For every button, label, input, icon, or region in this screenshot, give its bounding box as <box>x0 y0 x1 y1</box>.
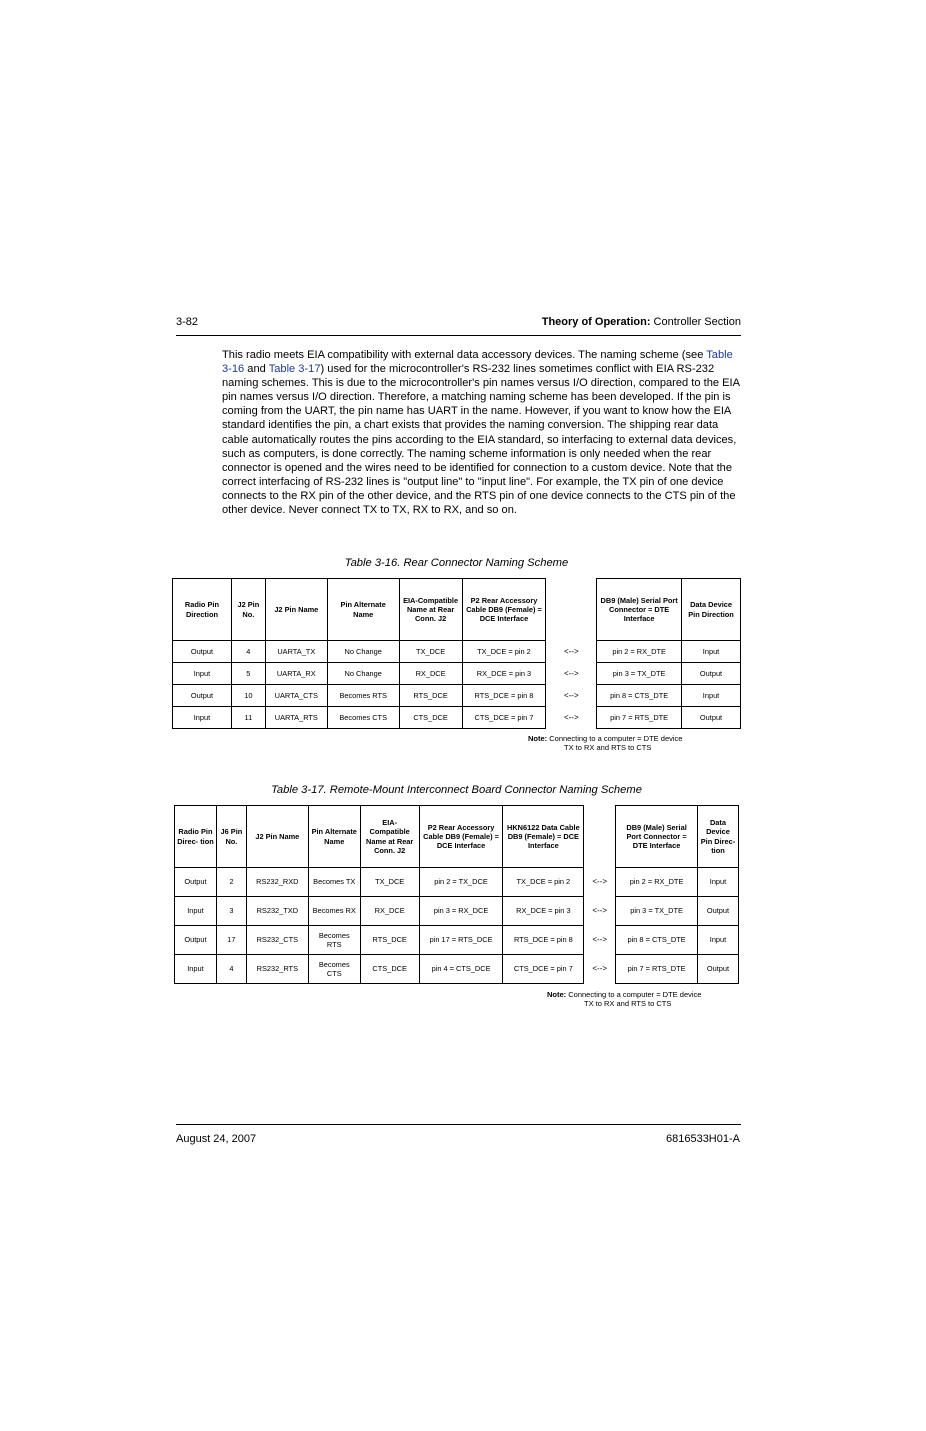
table-cell: pin 7 = RTS_DTE <box>597 707 682 729</box>
table-cell: RX_DCE <box>360 897 419 926</box>
table-header: HKN6122 Data Cable DB9 (Female) = DCE Interface <box>503 806 584 868</box>
table-header: Radio Pin Direction <box>173 579 232 641</box>
connection-arrow: <--> <box>546 685 597 707</box>
note-text: Connecting to a computer = DTE device <box>547 734 683 743</box>
table-cell: TX_DCE = pin 2 <box>503 868 584 897</box>
section-title-bold: Theory of Operation: <box>541 316 651 328</box>
connection-arrow: <--> <box>546 641 597 663</box>
table-cell: TX_DCE <box>399 641 462 663</box>
table-cell: Input <box>682 641 741 663</box>
table-cell: 2 <box>216 868 246 897</box>
table-cell: UARTA_RTS <box>265 707 327 729</box>
table-cell: Output <box>175 926 217 955</box>
table-cell: 11 <box>231 707 265 729</box>
table-cell: No Change <box>327 641 399 663</box>
table-cell: RS232_RTS <box>246 955 308 984</box>
table-cell: 3 <box>216 897 246 926</box>
table-header: J2 Pin No. <box>231 579 265 641</box>
table-cell: CTS_DCE <box>360 955 419 984</box>
table-cell: Becomes RTS <box>308 926 360 955</box>
table-cell: 17 <box>216 926 246 955</box>
table-cell: CTS_DCE <box>399 707 462 729</box>
connection-arrow: <--> <box>584 868 616 897</box>
note-label: Note: <box>528 734 548 743</box>
table-cell: TX_DCE <box>360 868 419 897</box>
table-cell: Output <box>175 868 217 897</box>
table-cell: Input <box>175 897 217 926</box>
table-3-17 <box>174 805 739 984</box>
footer-rule <box>176 1124 741 1125</box>
body-text-c: ) used for the microcontroller's RS-232 lines sometimes conflict with EIA RS-232 naming schemes. This is due to the microcontroller's pin names versus I/O direction, compared to the EIA pin names versus I/O direction. Therefore, a matching naming scheme has been developed. If the pin is coming from the UART, the pin name has UART in the name. However, if you want to know how the EIA standard identifies the pin, a chart exists that provides the naming conversion. The shipping rear data cable automatically routes the pins according to the EIA standard, so interfacing to external data devices, such as computers, is done correctly. The naming scheme information is only needed when the rear connector is opened and the wires need to be identified for connection to a custom device. Note that the correct interfacing of RS-232 lines is "output line" to "input line". For example, the TX pin of one device connects to the RX pin of the other device, and the RTS pin of one device connects to the CTS pin of the other device. Never connect TX to TX, RX to RX, and so on. <box>222 363 740 517</box>
table-header-gap <box>584 806 616 868</box>
table-cell: pin 3 = TX_DTE <box>597 663 682 685</box>
table-cell: 5 <box>231 663 265 685</box>
table-cell: UARTA_TX <box>265 641 327 663</box>
table-row <box>173 707 741 729</box>
table-cell: pin 8 = CTS_DTE <box>597 685 682 707</box>
table-cell: 4 <box>216 955 246 984</box>
table-cell: RX_DCE <box>399 663 462 685</box>
table-cell: No Change <box>327 663 399 685</box>
section-title-rest: Controller Section <box>650 316 741 328</box>
table-cell: Input <box>173 707 232 729</box>
page-header <box>176 316 741 334</box>
table-cell: pin 4 = CTS_DCE <box>419 955 503 984</box>
note-text: Connecting to a computer = DTE device <box>566 990 702 999</box>
table-cell: UARTA_RX <box>265 663 327 685</box>
table-header-gap <box>546 579 597 641</box>
footer-doc-number: 6816533H01-A <box>665 1133 740 1145</box>
table-cell: CTS_DCE = pin 7 <box>503 955 584 984</box>
table-cell: pin 3 = RX_DCE <box>419 897 503 926</box>
table-cell: Becomes TX <box>308 868 360 897</box>
connection-arrow: <--> <box>546 707 597 729</box>
table-3-17-caption: Table 3-17. Remote-Mount Interconnect Board Connector Naming Scheme <box>271 784 642 796</box>
table-header: J6 Pin No. <box>216 806 246 868</box>
table-cell: pin 7 = RTS_DTE <box>616 955 698 984</box>
table-row <box>175 955 739 984</box>
table-cell: Output <box>682 663 741 685</box>
table-cell: RS232_RXD <box>246 868 308 897</box>
table-cell: RTS_DCE = pin 8 <box>503 926 584 955</box>
table-header: J2 Pin Name <box>246 806 308 868</box>
table-row <box>173 685 741 707</box>
note-text-line2: TX to RX and RTS to CTS <box>564 743 652 752</box>
table-row <box>173 663 741 685</box>
body-text-a: This radio meets EIA compatibility with external data accessory devices. The naming scheme (see <box>222 349 707 361</box>
table-row <box>175 926 739 955</box>
table-3-16 <box>172 578 741 729</box>
table-cell: RX_DCE = pin 3 <box>503 897 584 926</box>
table-cell: Input <box>173 663 232 685</box>
body-text-b: and <box>244 363 269 376</box>
table-cell: pin 2 = TX_DCE <box>419 868 503 897</box>
table-cell: Output <box>697 955 738 984</box>
table-cell: UARTA_CTS <box>265 685 327 707</box>
table-row <box>175 897 739 926</box>
table-header: Data Device Pin Direc- tion <box>697 806 738 868</box>
table-cell: Input <box>682 685 741 707</box>
table-cell: pin 2 = RX_DTE <box>597 641 682 663</box>
table-cell: RTS_DCE = pin 8 <box>462 685 546 707</box>
table-header-row <box>175 806 739 868</box>
table-cell: pin 17 = RTS_DCE <box>419 926 503 955</box>
table-header: DB9 (Male) Serial Port Connector = DTE Interface <box>616 806 698 868</box>
table-cell: RS232_CTS <box>246 926 308 955</box>
connection-arrow: <--> <box>584 955 616 984</box>
table-cell: RTS_DCE <box>399 685 462 707</box>
table-cell: 10 <box>231 685 265 707</box>
table-cell: Becomes RTS <box>327 685 399 707</box>
connection-arrow: <--> <box>584 897 616 926</box>
table-header: Pin Alternate Name <box>327 579 399 641</box>
table-header: Data Device Pin Direction <box>682 579 741 641</box>
connection-arrow: <--> <box>546 663 597 685</box>
table-header: EIA-Compatible Name at Rear Conn. J2 <box>399 579 462 641</box>
table-cell: Input <box>697 926 738 955</box>
connection-arrow: <--> <box>584 926 616 955</box>
table-header: P2 Rear Accessory Cable DB9 (Female) = DCE Interface <box>462 579 546 641</box>
table-cell: Output <box>682 707 741 729</box>
table-cell: 4 <box>231 641 265 663</box>
table-cell: RTS_DCE <box>360 926 419 955</box>
table-header-row <box>173 579 741 641</box>
table-header: J2 Pin Name <box>265 579 327 641</box>
section-title <box>542 316 741 328</box>
table-cell: Output <box>173 685 232 707</box>
table-header: Pin Alternate Name <box>308 806 360 868</box>
table-cell: Becomes CTS <box>327 707 399 729</box>
table-cell: Output <box>697 897 738 926</box>
table-cell: Input <box>175 955 217 984</box>
header-rule <box>176 335 741 336</box>
table-3-16-link[interactable]: Table 3-16 <box>222 349 733 376</box>
body-paragraph <box>222 348 740 517</box>
table-row <box>175 868 739 897</box>
table-header: Radio Pin Direc- tion <box>175 806 217 868</box>
table-cell: RX_DCE = pin 3 <box>462 663 546 685</box>
table-3-17-note <box>547 990 701 1008</box>
note-text-line2: TX to RX and RTS to CTS <box>584 999 672 1008</box>
table-header: EIA-Compatible Name at Rear Conn. J2 <box>360 806 419 868</box>
table-cell: pin 8 = CTS_DTE <box>616 926 698 955</box>
table-header: P2 Rear Accessory Cable DB9 (Female) = DCE Interface <box>419 806 503 868</box>
table-3-17-link[interactable]: Table 3-17 <box>268 363 321 376</box>
table-cell: pin 3 = TX_DTE <box>616 897 698 926</box>
table-3-16-note <box>528 734 682 752</box>
footer-date: August 24, 2007 <box>176 1133 257 1145</box>
table-cell: TX_DCE = pin 2 <box>462 641 546 663</box>
table-3-16-caption: Table 3-16. Rear Connector Naming Scheme <box>344 557 569 569</box>
table-row <box>173 641 741 663</box>
table-cell: Input <box>697 868 738 897</box>
table-header: DB9 (Male) Serial Port Connector = DTE Interface <box>597 579 682 641</box>
table-cell: RS232_TXD <box>246 897 308 926</box>
table-cell: Becomes RX <box>308 897 360 926</box>
table-cell: CTS_DCE = pin 7 <box>462 707 546 729</box>
table-cell: Output <box>173 641 232 663</box>
table-cell: pin 2 = RX_DTE <box>616 868 698 897</box>
table-cell: Becomes CTS <box>308 955 360 984</box>
page-number: 3-82 <box>176 316 199 328</box>
note-label: Note: <box>547 990 567 999</box>
